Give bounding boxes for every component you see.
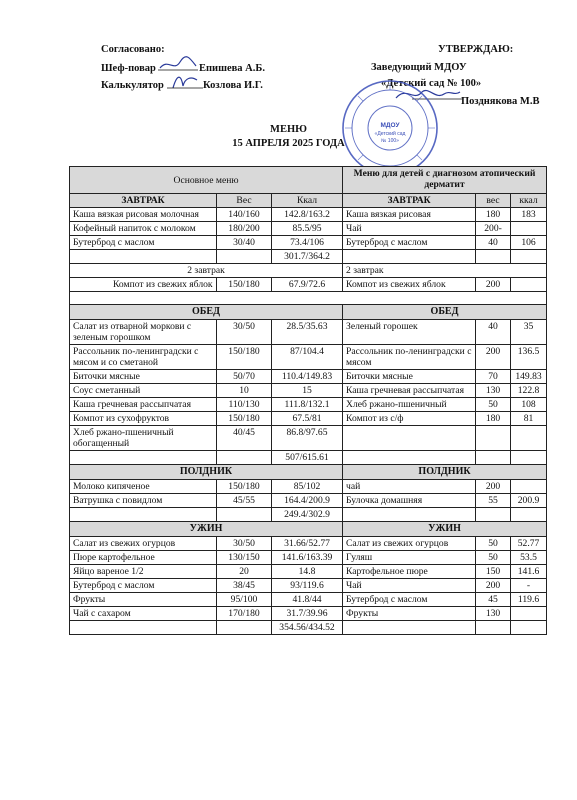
dish-name: Рассольник по-ленинградски с мясом и со сметаной: [70, 345, 217, 370]
dish-weight: 40/45: [217, 426, 272, 451]
col-weight: Вес: [217, 194, 272, 208]
diet-dish-kcal: 106: [511, 236, 547, 250]
calc-name: Козлова И.Г.: [203, 80, 263, 91]
svg-text:МДОУ: МДОУ: [380, 122, 400, 129]
diet-dish-name: Зеленый горошек: [343, 320, 476, 345]
dish-weight: 180/200: [217, 222, 272, 236]
diet-dish-weight: 45: [476, 593, 511, 607]
snack-header-main: ПОЛДНИК: [70, 465, 343, 480]
diet-dish-name: Булочка домашняя: [343, 494, 476, 508]
diet-dish-name: Компот из с/ф: [343, 412, 476, 426]
dish-name: Яйцо вареное 1/2: [70, 565, 217, 579]
table-row: [70, 480, 547, 494]
dish-name: Бутерброд с маслом: [70, 236, 217, 250]
lunch-header: [70, 305, 547, 320]
dish-weight: 140/160: [217, 208, 272, 222]
dish-name: Каша вязкая рисовая молочная: [70, 208, 217, 222]
table-cell: [511, 250, 547, 264]
diet-dish-kcal: [511, 278, 547, 292]
diet-dish-kcal: [511, 222, 547, 236]
dish-weight: 95/100: [217, 593, 272, 607]
table-row: [70, 551, 547, 565]
table-row: [70, 607, 547, 621]
dish-weight: 150/180: [217, 278, 272, 292]
spacer-row: [70, 292, 547, 305]
table-cell: [217, 508, 272, 522]
diet-dish-weight: 180: [476, 412, 511, 426]
dish-kcal: 31.66/52.77: [272, 537, 343, 551]
table-row: [70, 412, 547, 426]
dish-name: Компот из свежих яблок: [70, 278, 217, 292]
calc-label: Калькулятор: [101, 80, 164, 91]
svg-text:«Детский сад: «Детский сад: [374, 131, 406, 137]
svg-text:№ 100»: № 100»: [381, 138, 399, 144]
table-row: [70, 494, 547, 508]
second-breakfast-row: [70, 264, 547, 278]
diet-dish-weight: 200: [476, 579, 511, 593]
dish-weight: 30/50: [217, 320, 272, 345]
table-cell: [217, 621, 272, 635]
dish-weight: 10: [217, 384, 272, 398]
dish-name: Молоко кипяченое: [70, 480, 217, 494]
diet-dish-name: Бутерброд с маслом: [343, 236, 476, 250]
diet-dish-weight: 180: [476, 208, 511, 222]
diet-dish-weight: 200: [476, 278, 511, 292]
dish-kcal: 111.8/132.1: [272, 398, 343, 412]
diet-dish-kcal: 136.5: [511, 345, 547, 370]
table-cell: [343, 451, 476, 465]
diet-dish-name: чай: [343, 480, 476, 494]
table-row: [70, 222, 547, 236]
lunch-header-diet: ОБЕД: [343, 305, 547, 320]
table-cell: [70, 292, 547, 305]
dish-name: Компот из сухофруктов: [70, 412, 217, 426]
table-row: [70, 537, 547, 551]
diet-dish-name: Картофельное пюре: [343, 565, 476, 579]
chef-label: Шеф-повар: [101, 63, 156, 74]
dish-weight: 30/40: [217, 236, 272, 250]
dish-kcal: 15: [272, 384, 343, 398]
dish-weight: 30/50: [217, 537, 272, 551]
dish-name: Биточки мясные: [70, 370, 217, 384]
table-row: [70, 593, 547, 607]
menu-table: [69, 166, 547, 635]
diet-dish-kcal: 183: [511, 208, 547, 222]
approve-label: УТВЕРЖДАЮ:: [438, 44, 514, 55]
dinner-header-main: УЖИН: [70, 522, 343, 537]
diet-dish-weight: 50: [476, 537, 511, 551]
diet-dish-kcal: [511, 607, 547, 621]
diet-dish-weight: 200: [476, 480, 511, 494]
dish-kcal: 85/102: [272, 480, 343, 494]
dish-kcal: 141.6/163.39: [272, 551, 343, 565]
diet-dish-weight: 50: [476, 551, 511, 565]
diet-dish-kcal: 149.83: [511, 370, 547, 384]
dish-kcal: 31.7/39.96: [272, 607, 343, 621]
head-name: Позднякова М.В: [461, 96, 540, 107]
main-menu-header: Основное меню: [70, 167, 343, 194]
table-row: [70, 565, 547, 579]
dish-kcal: 142.8/163.2: [272, 208, 343, 222]
diet-dish-name: [343, 426, 476, 451]
diet-dish-weight: 200-: [476, 222, 511, 236]
table-row: [70, 278, 547, 292]
dinner-header: [70, 522, 547, 537]
diet-dish-kcal: 52.77: [511, 537, 547, 551]
col-kcal: Ккал: [272, 194, 343, 208]
diet-dish-kcal: -: [511, 579, 547, 593]
lunch-total: [70, 451, 547, 465]
dish-weight: 170/180: [217, 607, 272, 621]
table-row: [70, 370, 547, 384]
diet-dish-kcal: 200.9: [511, 494, 547, 508]
table-cell: [217, 250, 272, 264]
table-row: [70, 208, 547, 222]
table-cell: [476, 621, 511, 635]
diet-dish-kcal: 141.6: [511, 565, 547, 579]
dish-kcal: 87/104.4: [272, 345, 343, 370]
table-row: [70, 345, 547, 370]
diet-breakfast-header: ЗАВТРАК: [343, 194, 476, 208]
table-cell: [476, 508, 511, 522]
diet-dish-name: Каша вязкая рисовая: [343, 208, 476, 222]
dish-name: Фрукты: [70, 593, 217, 607]
dish-kcal: 93/119.6: [272, 579, 343, 593]
dish-weight: 45/55: [217, 494, 272, 508]
dish-name: Хлеб ржано-пшеничный обогащенный: [70, 426, 217, 451]
diet-menu-header: Меню для детей с диагнозом атопический дерматит: [343, 167, 547, 194]
menu-date: 15 АПРЕЛЯ 2025 ГОДА: [232, 138, 345, 149]
dish-name: Салат из свежих огурцов: [70, 537, 217, 551]
dinner-header-diet: УЖИН: [343, 522, 547, 537]
dish-weight: 130/150: [217, 551, 272, 565]
table-cell: [343, 250, 476, 264]
table-cell: [70, 621, 217, 635]
diet-dish-name: Бутерброд с маслом: [343, 593, 476, 607]
diet-dish-name: Хлеб ржано-пшеничный: [343, 398, 476, 412]
diet-dish-name: Гуляш: [343, 551, 476, 565]
diet-dish-weight: 70: [476, 370, 511, 384]
diet-dish-weight: 40: [476, 320, 511, 345]
dish-kcal: 67.5/81: [272, 412, 343, 426]
diet-dish-name: Чай: [343, 222, 476, 236]
head-title: Заведующий МДОУ: [371, 62, 467, 73]
dish-weight: 150/180: [217, 480, 272, 494]
table-row: [70, 236, 547, 250]
table-cell: [343, 621, 476, 635]
dish-weight: 20: [217, 565, 272, 579]
snack-total: [70, 508, 547, 522]
table-row: [70, 398, 547, 412]
table-header: [70, 167, 547, 194]
diet-dish-weight: 150: [476, 565, 511, 579]
diet-dish-name: Каша гречневая рассыпчатая: [343, 384, 476, 398]
diet-second-breakfast-label: 2 завтрак: [343, 264, 547, 278]
breakfast-header: ЗАВТРАК: [70, 194, 217, 208]
kcal-total: 354.56/434.52: [272, 621, 343, 635]
column-header: [70, 194, 547, 208]
table-cell: [476, 451, 511, 465]
table-cell: [511, 508, 547, 522]
snack-header-diet: ПОЛДНИК: [343, 465, 547, 480]
breakfast-total: [70, 250, 547, 264]
dish-kcal: 86.8/97.65: [272, 426, 343, 451]
dish-kcal: 164.4/200.9: [272, 494, 343, 508]
kindergarten-name: «Детский сад № 100»: [381, 78, 482, 89]
table-cell: [511, 621, 547, 635]
diet-dish-kcal: 35: [511, 320, 547, 345]
dish-kcal: 14.8: [272, 565, 343, 579]
dish-kcal: 41.8/44: [272, 593, 343, 607]
diet-dish-kcal: 108: [511, 398, 547, 412]
diet-dish-kcal: [511, 480, 547, 494]
diet-dish-kcal: 119.6: [511, 593, 547, 607]
diet-dish-kcal: 53.5: [511, 551, 547, 565]
table-row: [70, 384, 547, 398]
diet-dish-weight: 130: [476, 607, 511, 621]
diet-dish-weight: 200: [476, 345, 511, 370]
dish-kcal: 85.5/95: [272, 222, 343, 236]
diet-dish-name: Чай: [343, 579, 476, 593]
lunch-header-main: ОБЕД: [70, 305, 343, 320]
dish-name: Соус сметанный: [70, 384, 217, 398]
agreed-label: Согласовано:: [101, 44, 165, 55]
dish-weight: 150/180: [217, 345, 272, 370]
table-cell: [70, 451, 217, 465]
dish-name: Пюре картофельное: [70, 551, 217, 565]
dish-weight: 38/45: [217, 579, 272, 593]
dish-name: Каша гречневая рассыпчатая: [70, 398, 217, 412]
calc-signature: [167, 72, 203, 92]
diet-col-kcal: ккал: [511, 194, 547, 208]
table-row: [70, 320, 547, 345]
table-cell: [70, 250, 217, 264]
dinner-total: [70, 621, 547, 635]
diet-dish-weight: 55: [476, 494, 511, 508]
diet-dish-name: Биточки мясные: [343, 370, 476, 384]
diet-dish-name: Компот из свежих яблок: [343, 278, 476, 292]
dish-name: Чай с сахаром: [70, 607, 217, 621]
table-cell: [217, 451, 272, 465]
diet-dish-weight: [476, 426, 511, 451]
table-row: [70, 426, 547, 451]
kcal-total: 507/615.61: [272, 451, 343, 465]
table-cell: [511, 451, 547, 465]
table-cell: [476, 250, 511, 264]
kcal-total: 249.4/302.9: [272, 508, 343, 522]
dish-kcal: 67.9/72.6: [272, 278, 343, 292]
dish-kcal: 73.4/106: [272, 236, 343, 250]
diet-dish-weight: 130: [476, 384, 511, 398]
diet-col-weight: вес: [476, 194, 511, 208]
diet-dish-kcal: 122.8: [511, 384, 547, 398]
menu-title: МЕНЮ: [270, 124, 307, 135]
diet-dish-weight: 40: [476, 236, 511, 250]
chef-name: Епишева А.Б.: [199, 63, 265, 74]
dish-weight: 50/70: [217, 370, 272, 384]
dish-name: Салат из отварной моркови с зеленым горошком: [70, 320, 217, 345]
table-row: [70, 579, 547, 593]
diet-dish-kcal: 81: [511, 412, 547, 426]
table-cell: [70, 508, 217, 522]
second-breakfast-label: 2 завтрак: [70, 264, 343, 278]
dish-name: Ватрушка с повидлом: [70, 494, 217, 508]
dish-kcal: 110.4/149.83: [272, 370, 343, 384]
diet-dish-kcal: [511, 426, 547, 451]
dish-weight: 110/130: [217, 398, 272, 412]
diet-dish-weight: 50: [476, 398, 511, 412]
diet-dish-name: Салат из свежих огурцов: [343, 537, 476, 551]
diet-dish-name: Фрукты: [343, 607, 476, 621]
dish-name: Бутерброд с маслом: [70, 579, 217, 593]
dish-weight: 150/180: [217, 412, 272, 426]
kcal-total: 301.7/364.2: [272, 250, 343, 264]
dish-name: Кофейный напиток с молоком: [70, 222, 217, 236]
table-cell: [343, 508, 476, 522]
snack-header: [70, 465, 547, 480]
diet-dish-name: Рассольник по-ленинградски с мясом: [343, 345, 476, 370]
dish-kcal: 28.5/35.63: [272, 320, 343, 345]
